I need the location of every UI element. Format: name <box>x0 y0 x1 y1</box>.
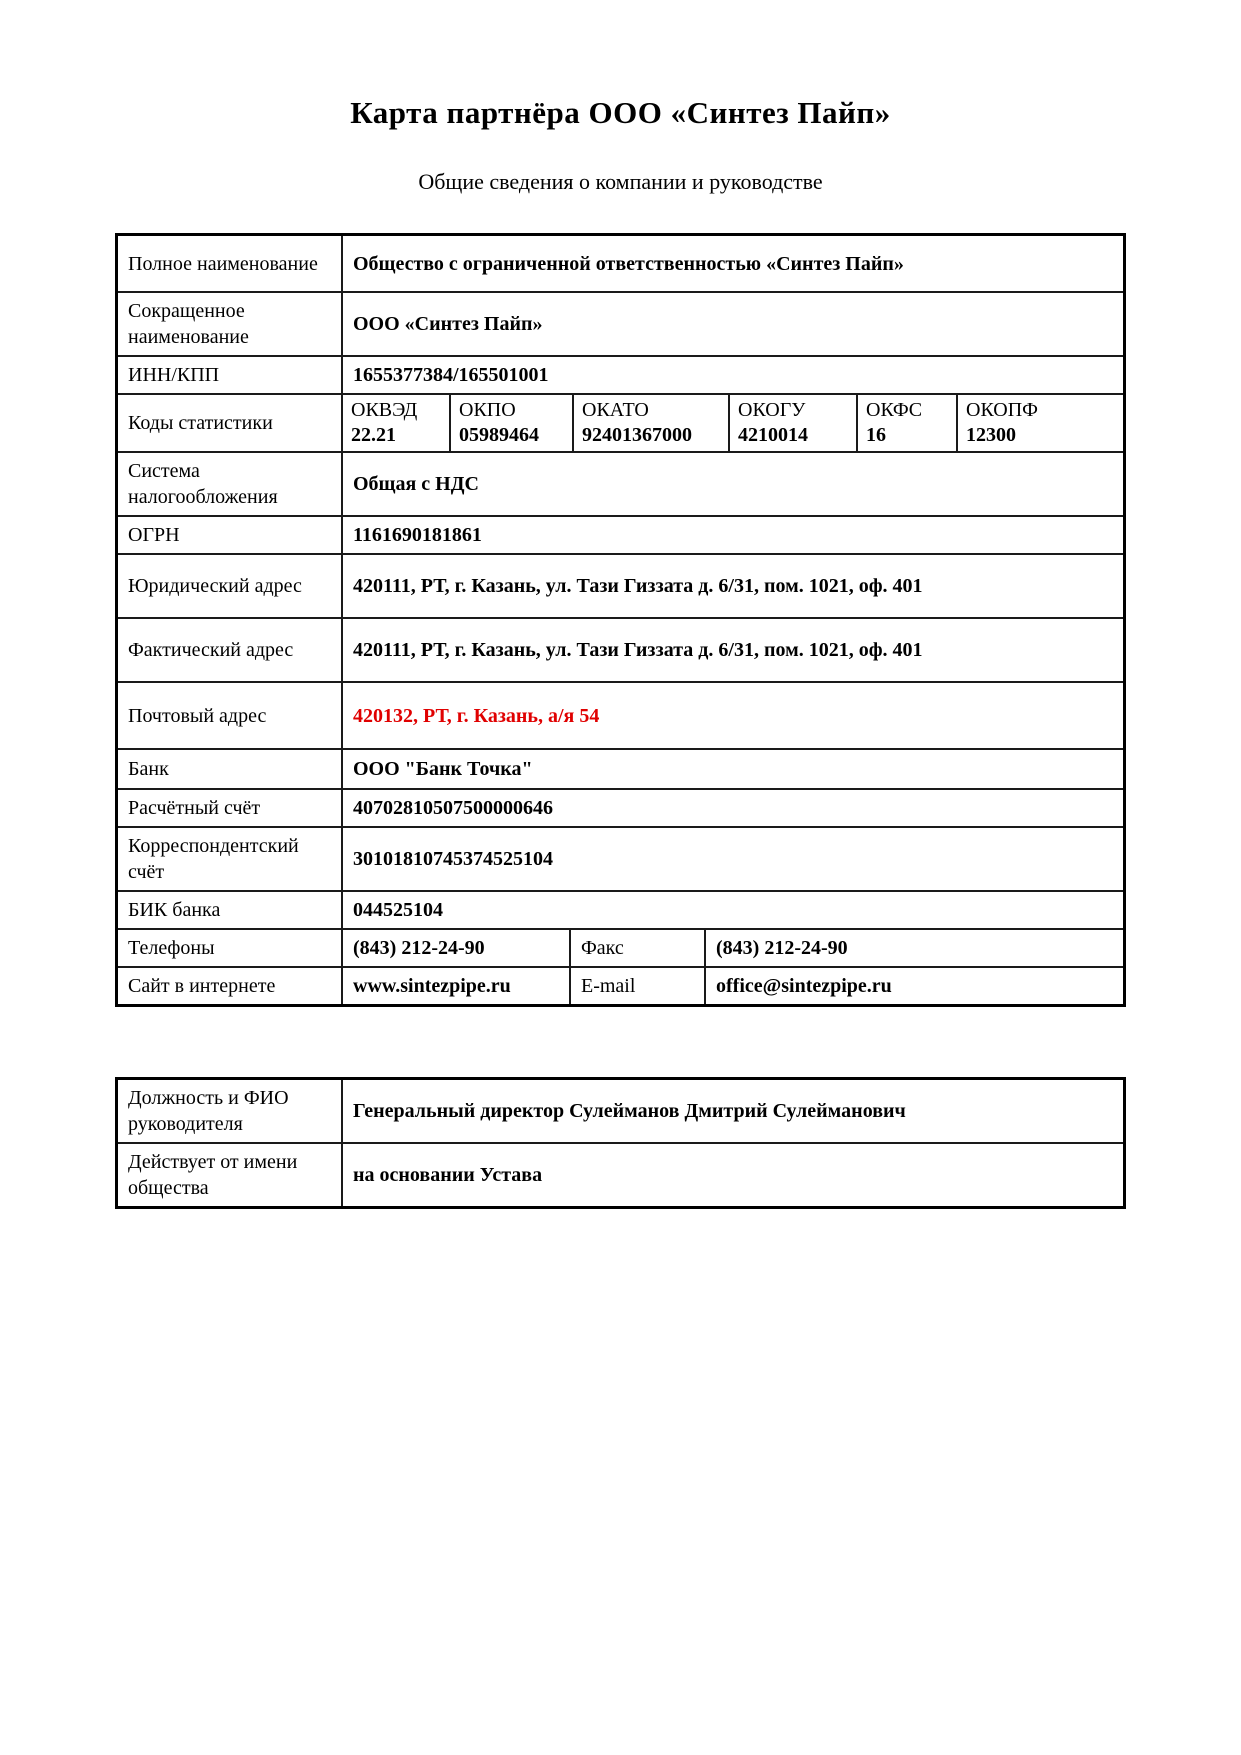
code-value: 05989464 <box>459 424 539 446</box>
code-value: 12300 <box>966 424 1016 446</box>
code-cell-okopf <box>956 395 1123 451</box>
row-label: Юридический адрес <box>128 575 302 597</box>
page-title: Карта партнёра ООО «Синтез Пайп» <box>350 95 891 130</box>
code-name: ОКВЭД <box>351 399 418 421</box>
tables-gap <box>115 1007 1126 1077</box>
row-label: Система налогообложения <box>128 460 278 508</box>
code-name: ОКОГУ <box>738 399 806 421</box>
code-value: 16 <box>866 424 886 446</box>
row-label: Почтовый адрес <box>128 704 267 727</box>
table-row-website-email <box>118 968 1123 1004</box>
row-label: Должность и ФИО руководителя <box>128 1087 289 1135</box>
table-row-bank <box>118 750 1123 790</box>
row-value: 1161690181861 <box>341 517 1123 553</box>
email-label: E-mail <box>569 968 704 1004</box>
row-label: Корреспондентский счёт <box>128 835 299 883</box>
row-label: Банк <box>128 758 169 780</box>
table-row-correspondent-account <box>118 828 1123 892</box>
table-row-short-name <box>118 293 1123 357</box>
company-details-table <box>115 233 1126 1007</box>
row-label: Фактический адрес <box>128 639 294 661</box>
row-label: Коды статистики <box>128 412 273 434</box>
statistics-codes-cells <box>341 395 1123 451</box>
row-value: 420111, РТ, г. Казань, ул. Тази Гиззата д. 6/31, пом. 1021, оф. 401 <box>341 555 1123 617</box>
row-label: Расчётный счёт <box>128 797 261 819</box>
management-table <box>115 1077 1126 1209</box>
row-label: Сайт в интернете <box>128 975 276 997</box>
code-name: ОКАТО <box>582 399 649 421</box>
row-value: на основании Устава <box>341 1144 1123 1206</box>
code-name: ОКПО <box>459 399 516 421</box>
row-label: ИНН/КПП <box>128 364 220 386</box>
fax-label: Факс <box>569 930 704 966</box>
row-value: 40702810507500000646 <box>341 790 1123 826</box>
code-value: 92401367000 <box>582 424 692 446</box>
row-label: БИК банка <box>128 899 221 921</box>
code-name: ОКФС <box>866 399 923 421</box>
code-cell-okogu <box>728 395 856 451</box>
table-row-settlement-account <box>118 790 1123 828</box>
email-value: office@sintezpipe.ru <box>704 968 1123 1004</box>
table-row-bik <box>118 892 1123 930</box>
table-row-postal-address <box>118 683 1123 750</box>
row-label: Полное наименование <box>128 252 318 275</box>
code-cell-okpo <box>449 395 572 451</box>
table-row-tax-system <box>118 453 1123 517</box>
row-value: Генеральный директор Сулейманов Дмитрий Сулейманович <box>341 1080 1123 1142</box>
row-label: Телефоны <box>128 937 215 959</box>
row-value-postal-address: 420132, РТ, г. Казань, а/я 54 <box>341 683 1123 748</box>
row-value: Общество с ограниченной ответственностью «Синтез Пайп» <box>341 236 1123 291</box>
row-value: 1655377384/165501001 <box>341 357 1123 393</box>
row-label: ОГРН <box>128 524 180 546</box>
code-name: ОКОПФ <box>966 399 1038 421</box>
fax-value: (843) 212-24-90 <box>704 930 1123 966</box>
code-cell-okfs <box>856 395 956 451</box>
code-value: 4210014 <box>738 424 808 446</box>
row-value: 30101810745374525104 <box>341 828 1123 890</box>
row-label: Действует от имени общества <box>128 1151 298 1199</box>
website-value: www.sintezpipe.ru <box>341 968 569 1004</box>
row-value: ООО "Банк Точка" <box>341 750 1123 788</box>
table-row-inn-kpp <box>118 357 1123 395</box>
row-label: Сокращенное наименование <box>128 300 249 348</box>
code-cell-okato <box>572 395 728 451</box>
table-row-director <box>118 1080 1123 1144</box>
table-row-phones <box>118 930 1123 968</box>
table-row-ogrn <box>118 517 1123 555</box>
row-value: 420111, РТ, г. Казань, ул. Тази Гиззата д. 6/31, пом. 1021, оф. 401 <box>341 619 1123 681</box>
code-value: 22.21 <box>351 424 396 446</box>
row-value: ООО «Синтез Пайп» <box>341 293 1123 355</box>
code-cell-okved <box>343 395 449 451</box>
row-value: 044525104 <box>341 892 1123 928</box>
table-row-legal-address <box>118 555 1123 619</box>
row-value: Общая с НДС <box>341 453 1123 515</box>
table-row-full-name <box>118 236 1123 293</box>
table-row-actual-address <box>118 619 1123 683</box>
table-row-acts-on-basis <box>118 1144 1123 1206</box>
table-row-statistics-codes <box>118 395 1123 453</box>
page-subtitle: Общие сведения о компании и руководстве <box>418 169 823 194</box>
phone-value: (843) 212-24-90 <box>341 930 569 966</box>
